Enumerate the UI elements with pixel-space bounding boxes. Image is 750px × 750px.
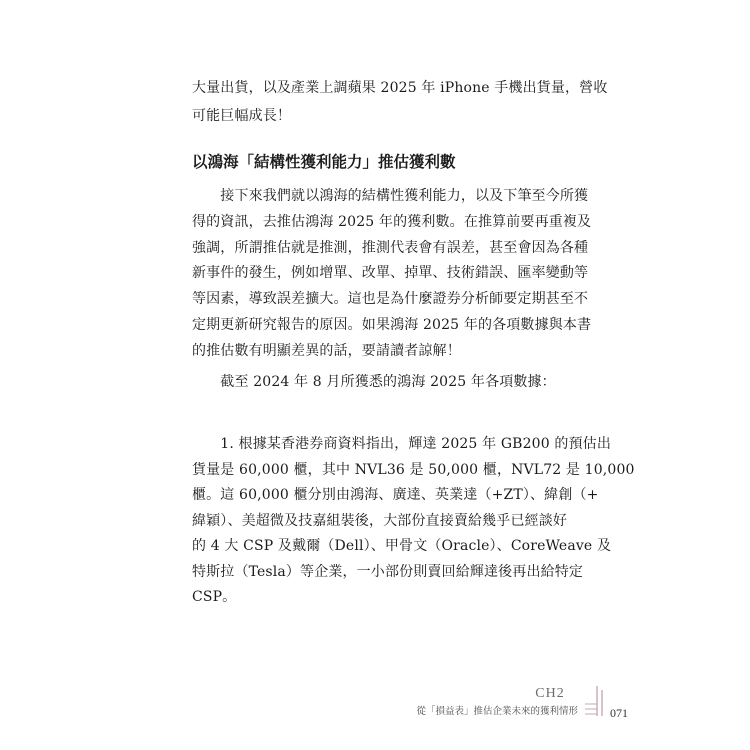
paragraph-line: 等因素，導致誤差擴大。這也是為什麼證券分析師要定期甚至不 — [192, 291, 589, 307]
paragraph-line: 接下來我們就以鴻海的結構性獲利能力，以及下筆至今所獲 — [192, 188, 589, 204]
item-line: CSP。 — [192, 589, 237, 605]
chapter-subtitle: 從「損益表」推估企業未來的獲利情形 — [416, 706, 578, 717]
item-line: 貨量是 60,000 櫃，其中 NVL36 是 50,000 櫃，NVL72 是 10,000 — [192, 462, 635, 478]
page-number: 071 — [610, 706, 628, 720]
item-line: 的 4 大 CSP 及戴爾（Dell）、甲骨文（Oracle）、CoreWeave 及 — [192, 538, 612, 554]
item-line: 緯穎）、美超微及技嘉組裝後，大部份直接賣給幾乎已經談好 — [192, 513, 568, 529]
item-line: 特斯拉（Tesla）等企業，一小部份則賣回給輝達後再出給特定 — [192, 564, 584, 580]
paragraph-line: 強調，所謂推估就是推測，推測代表會有誤差，甚至會因為各種 — [192, 240, 589, 256]
intro-line: 大量出貨，以及產業上調蘋果 2025 年 iPhone 手機出貨量，營收 — [192, 80, 608, 96]
paragraph-line: 得的資訊，去推估鴻海 2025 年的獲利數。在推算前要再重複及 — [192, 214, 592, 230]
data-intro-line: 截至 2024 年 8 月所獲悉的鴻海 2025 年各項數據： — [192, 374, 556, 390]
chapter-label: CH2 — [535, 686, 565, 701]
item-line: 櫃。這 60,000 櫃分別由鴻海、廣達、英業達（+ZT）、緯創（+ — [192, 487, 599, 503]
item-line: 1. 根據某香港券商資料指出，輝達 2025 年 GB200 的預估出 — [192, 436, 611, 452]
paragraph-line: 的推估數有明顯差異的話，要請讀者諒解！ — [192, 343, 461, 359]
paragraph-line: 定期更新研究報告的原因。如果鴻海 2025 年的各項數據與本書 — [192, 317, 592, 333]
intro-line: 可能巨幅成長！ — [192, 108, 292, 124]
paragraph-line: 新事件的發生，例如增單、改單、掉單、技術錯誤、匯率變動等 — [192, 265, 589, 281]
section-heading: 以鴻海「結構性獲利能力」推估獲利數 — [192, 153, 456, 171]
chapter-decoration-icon — [583, 684, 607, 718]
